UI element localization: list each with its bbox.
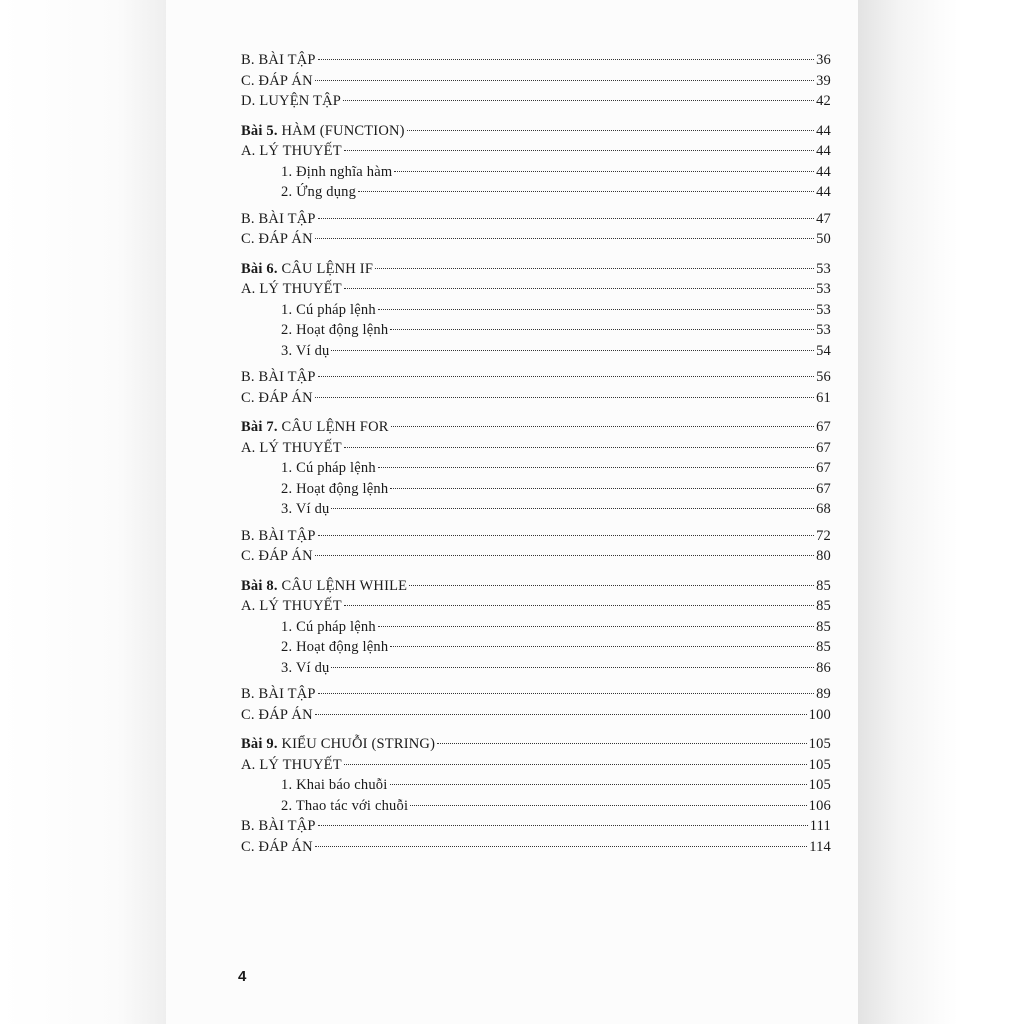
toc-page-number: 53 xyxy=(816,281,831,297)
dot-leader xyxy=(344,288,814,289)
entry-text: 2. Thao tác với chuỗi xyxy=(281,797,409,814)
dot-leader xyxy=(409,585,814,586)
entry-text: B. BÀI TẬP xyxy=(241,527,316,544)
toc-subentry xyxy=(241,341,831,362)
toc-page-number: 105 xyxy=(808,777,831,793)
toc-page-number: 86 xyxy=(816,659,831,676)
toc-subentry xyxy=(241,479,831,500)
entry-text: B. BÀI TẬP xyxy=(241,818,316,834)
lesson-number: Bài 8. xyxy=(241,577,278,594)
entry-text: 1. Khai báo chuỗi xyxy=(281,777,388,793)
toc-entry-title xyxy=(241,546,313,567)
entry-text: 3. Ví dụ xyxy=(281,659,330,676)
toc-page-number: 105 xyxy=(808,756,831,773)
entry-text: KIỂU CHUỖI (STRING) xyxy=(277,736,436,752)
entry-text: B. BÀI TẬP xyxy=(241,52,316,68)
toc-page-number: 61 xyxy=(816,389,831,406)
toc-entry-title xyxy=(241,617,376,638)
lesson-number: Bài 5. xyxy=(241,122,278,139)
dot-leader xyxy=(318,376,814,377)
entry-text: B. BÀI TẬP xyxy=(241,686,316,702)
entry-text: 2. Hoạt động lệnh xyxy=(281,639,389,655)
toc-page-number: 44 xyxy=(816,184,831,200)
entry-text: 1. Định nghĩa hàm xyxy=(281,163,393,180)
toc-entry-title xyxy=(241,50,316,71)
entry-text: 3. Ví dụ xyxy=(281,501,330,517)
dot-leader xyxy=(318,825,808,826)
dot-leader xyxy=(343,100,814,101)
toc-subentry xyxy=(241,162,831,183)
toc-entry-title xyxy=(241,526,316,547)
toc-entry-title xyxy=(241,121,405,142)
entry-text: A. LÝ THUYẾT xyxy=(241,439,342,456)
toc-page-number: 68 xyxy=(816,501,831,517)
toc-section-entry xyxy=(241,71,831,92)
toc-page-number: 67 xyxy=(816,460,831,476)
dot-leader xyxy=(315,714,807,715)
toc-entry-title xyxy=(241,637,388,658)
toc-entry-title xyxy=(241,341,329,362)
toc-entry-title xyxy=(241,734,435,755)
dot-leader xyxy=(318,218,814,219)
toc-entry-title xyxy=(241,837,313,858)
toc-page-number: 42 xyxy=(816,93,831,109)
toc-entry-title xyxy=(241,796,408,817)
entry-text: B. BÀI TẬP xyxy=(241,210,316,227)
toc-section-entry xyxy=(241,837,831,858)
toc-entry-title xyxy=(241,438,342,459)
toc-lesson-entry xyxy=(241,121,831,142)
dot-leader xyxy=(358,191,814,192)
toc-section-entry xyxy=(241,50,831,71)
dot-leader xyxy=(318,59,814,60)
toc-page-number: 106 xyxy=(808,797,831,814)
lesson-number: Bài 6. xyxy=(241,260,278,277)
entry-text: C. ĐÁP ÁN xyxy=(241,72,313,89)
dot-leader xyxy=(318,535,814,536)
toc-page-number: 114 xyxy=(809,838,831,855)
page-number: 4 xyxy=(238,968,247,985)
toc-subentry xyxy=(241,300,831,321)
toc-subentry xyxy=(241,617,831,638)
toc-page-number: 53 xyxy=(816,301,831,318)
dot-leader xyxy=(407,130,814,131)
toc-page-number: 50 xyxy=(816,231,831,247)
toc-page-number: 80 xyxy=(816,548,831,564)
toc-subentry xyxy=(241,458,831,479)
entry-text: 1. Cú pháp lệnh xyxy=(281,618,376,635)
toc-subentry xyxy=(241,637,831,658)
toc-entry-title xyxy=(241,458,376,479)
toc-page-number: 36 xyxy=(816,52,831,68)
toc-entry-title xyxy=(241,705,313,726)
toc-page-number: 67 xyxy=(816,419,831,435)
toc-entry-title xyxy=(241,209,316,230)
toc-page-number: 54 xyxy=(816,342,831,359)
lesson-number: Bài 9. xyxy=(241,736,278,752)
entry-text: CÂU LỆNH IF xyxy=(277,260,374,277)
toc-subentry xyxy=(241,320,831,341)
dot-leader xyxy=(378,309,814,310)
toc-page-number: 85 xyxy=(816,598,831,614)
dot-leader xyxy=(331,508,814,509)
toc-entry-title xyxy=(241,367,316,388)
dot-leader xyxy=(344,605,814,606)
dot-leader xyxy=(391,426,814,427)
dot-leader xyxy=(378,626,814,627)
toc-page-number: 85 xyxy=(816,618,831,635)
toc-entry-title xyxy=(241,229,313,250)
dot-leader xyxy=(331,350,814,351)
toc-section-entry xyxy=(241,141,831,162)
toc-section-entry xyxy=(241,91,831,112)
toc-entry-title xyxy=(241,182,356,203)
scan-margin-right xyxy=(858,0,1024,1024)
entry-text: B. BÀI TẬP xyxy=(241,369,316,385)
dot-leader xyxy=(344,447,814,448)
toc-page-number: 67 xyxy=(816,480,831,497)
entry-text: 2. Ứng dụng xyxy=(281,184,357,200)
entry-text: 1. Cú pháp lệnh xyxy=(281,301,376,318)
toc-page-number: 67 xyxy=(816,439,831,456)
entry-text: HÀM (FUNCTION) xyxy=(277,122,405,139)
table-of-contents xyxy=(241,50,831,857)
toc-subentry xyxy=(241,658,831,679)
dot-leader xyxy=(390,329,814,330)
dot-leader xyxy=(331,667,814,668)
toc-entry-title xyxy=(241,576,407,597)
toc-section-entry xyxy=(241,684,831,705)
toc-page-number: 44 xyxy=(816,143,831,159)
toc-subentry xyxy=(241,775,831,796)
dot-leader xyxy=(315,80,814,81)
entry-text: C. ĐÁP ÁN xyxy=(241,389,313,406)
toc-section-entry xyxy=(241,755,831,776)
dot-leader xyxy=(315,846,807,847)
entry-text: 2. Hoạt động lệnh xyxy=(281,322,389,338)
toc-entry-title xyxy=(241,479,388,500)
dot-leader xyxy=(344,150,814,151)
toc-entry-title xyxy=(241,320,388,341)
dot-leader xyxy=(315,238,814,239)
scan-margin-left xyxy=(0,0,168,1024)
dot-leader xyxy=(410,805,806,806)
toc-section-entry xyxy=(241,367,831,388)
toc-page-number: 44 xyxy=(816,122,831,139)
toc-entry-title xyxy=(241,141,342,162)
dot-leader xyxy=(315,397,814,398)
entry-text: C. ĐÁP ÁN xyxy=(241,231,313,247)
toc-section-entry xyxy=(241,229,831,250)
toc-lesson-entry xyxy=(241,417,831,438)
toc-page-number: 72 xyxy=(816,527,831,544)
dot-leader xyxy=(390,784,807,785)
entry-text: A. LÝ THUYẾT xyxy=(241,756,342,773)
toc-page-number: 39 xyxy=(816,72,831,89)
dot-leader xyxy=(344,764,807,765)
toc-page-number: 53 xyxy=(816,260,831,277)
toc-page-number: 47 xyxy=(816,210,831,227)
entry-text: 2. Hoạt động lệnh xyxy=(281,480,389,497)
toc-entry-title xyxy=(241,259,373,280)
toc-page-number: 85 xyxy=(816,577,831,594)
toc-section-entry xyxy=(241,209,831,230)
toc-page-number: 56 xyxy=(816,369,831,385)
toc-entry-title xyxy=(241,684,316,705)
toc-section-entry xyxy=(241,546,831,567)
toc-entry-title xyxy=(241,388,313,409)
entry-text: A. LÝ THUYẾT xyxy=(241,281,342,297)
toc-entry-title xyxy=(241,658,329,679)
toc-entry-title xyxy=(241,775,388,796)
toc-page-number: 89 xyxy=(816,686,831,702)
dot-leader xyxy=(437,743,807,744)
entry-text: A. LÝ THUYẾT xyxy=(241,143,342,159)
toc-entry-title xyxy=(241,279,342,300)
entry-text: A. LÝ THUYẾT xyxy=(241,598,342,614)
entry-text: CÂU LỆNH WHILE xyxy=(277,577,408,594)
dot-leader xyxy=(378,467,814,468)
toc-section-entry xyxy=(241,526,831,547)
toc-lesson-entry xyxy=(241,259,831,280)
toc-entry-title xyxy=(241,499,329,520)
toc-section-entry xyxy=(241,596,831,617)
toc-page-number: 100 xyxy=(808,706,831,723)
entry-text: C. ĐÁP ÁN xyxy=(241,706,313,723)
dot-leader xyxy=(315,555,814,556)
toc-page-number: 44 xyxy=(816,163,831,180)
entry-text: CÂU LỆNH FOR xyxy=(277,419,389,435)
toc-subentry xyxy=(241,499,831,520)
entry-text: 3. Ví dụ xyxy=(281,342,330,359)
toc-subentry xyxy=(241,182,831,203)
dot-leader xyxy=(375,268,814,269)
toc-page-number: 105 xyxy=(808,736,831,752)
toc-entry-title xyxy=(241,300,376,321)
toc-entry-title xyxy=(241,755,342,776)
dot-leader xyxy=(394,171,814,172)
toc-page-number: 111 xyxy=(809,818,831,834)
toc-section-entry xyxy=(241,816,831,837)
toc-entry-title xyxy=(241,91,341,112)
toc-entry-title xyxy=(241,162,392,183)
toc-entry-title xyxy=(241,816,316,837)
toc-section-entry xyxy=(241,438,831,459)
toc-entry-title xyxy=(241,596,342,617)
entry-text: C. ĐÁP ÁN xyxy=(241,838,313,855)
lesson-number: Bài 7. xyxy=(241,419,278,435)
entry-text: D. LUYỆN TẬP xyxy=(241,93,342,109)
toc-section-entry xyxy=(241,388,831,409)
toc-subentry xyxy=(241,796,831,817)
toc-page-number: 53 xyxy=(816,322,831,338)
entry-text: C. ĐÁP ÁN xyxy=(241,548,313,564)
toc-lesson-entry xyxy=(241,576,831,597)
toc-section-entry xyxy=(241,705,831,726)
dot-leader xyxy=(390,646,814,647)
toc-section-entry xyxy=(241,279,831,300)
dot-leader xyxy=(390,488,814,489)
toc-entry-title xyxy=(241,71,313,92)
entry-text: 1. Cú pháp lệnh xyxy=(281,460,376,476)
toc-lesson-entry xyxy=(241,734,831,755)
toc-page-number: 85 xyxy=(816,639,831,655)
dot-leader xyxy=(318,693,814,694)
toc-entry-title xyxy=(241,417,389,438)
